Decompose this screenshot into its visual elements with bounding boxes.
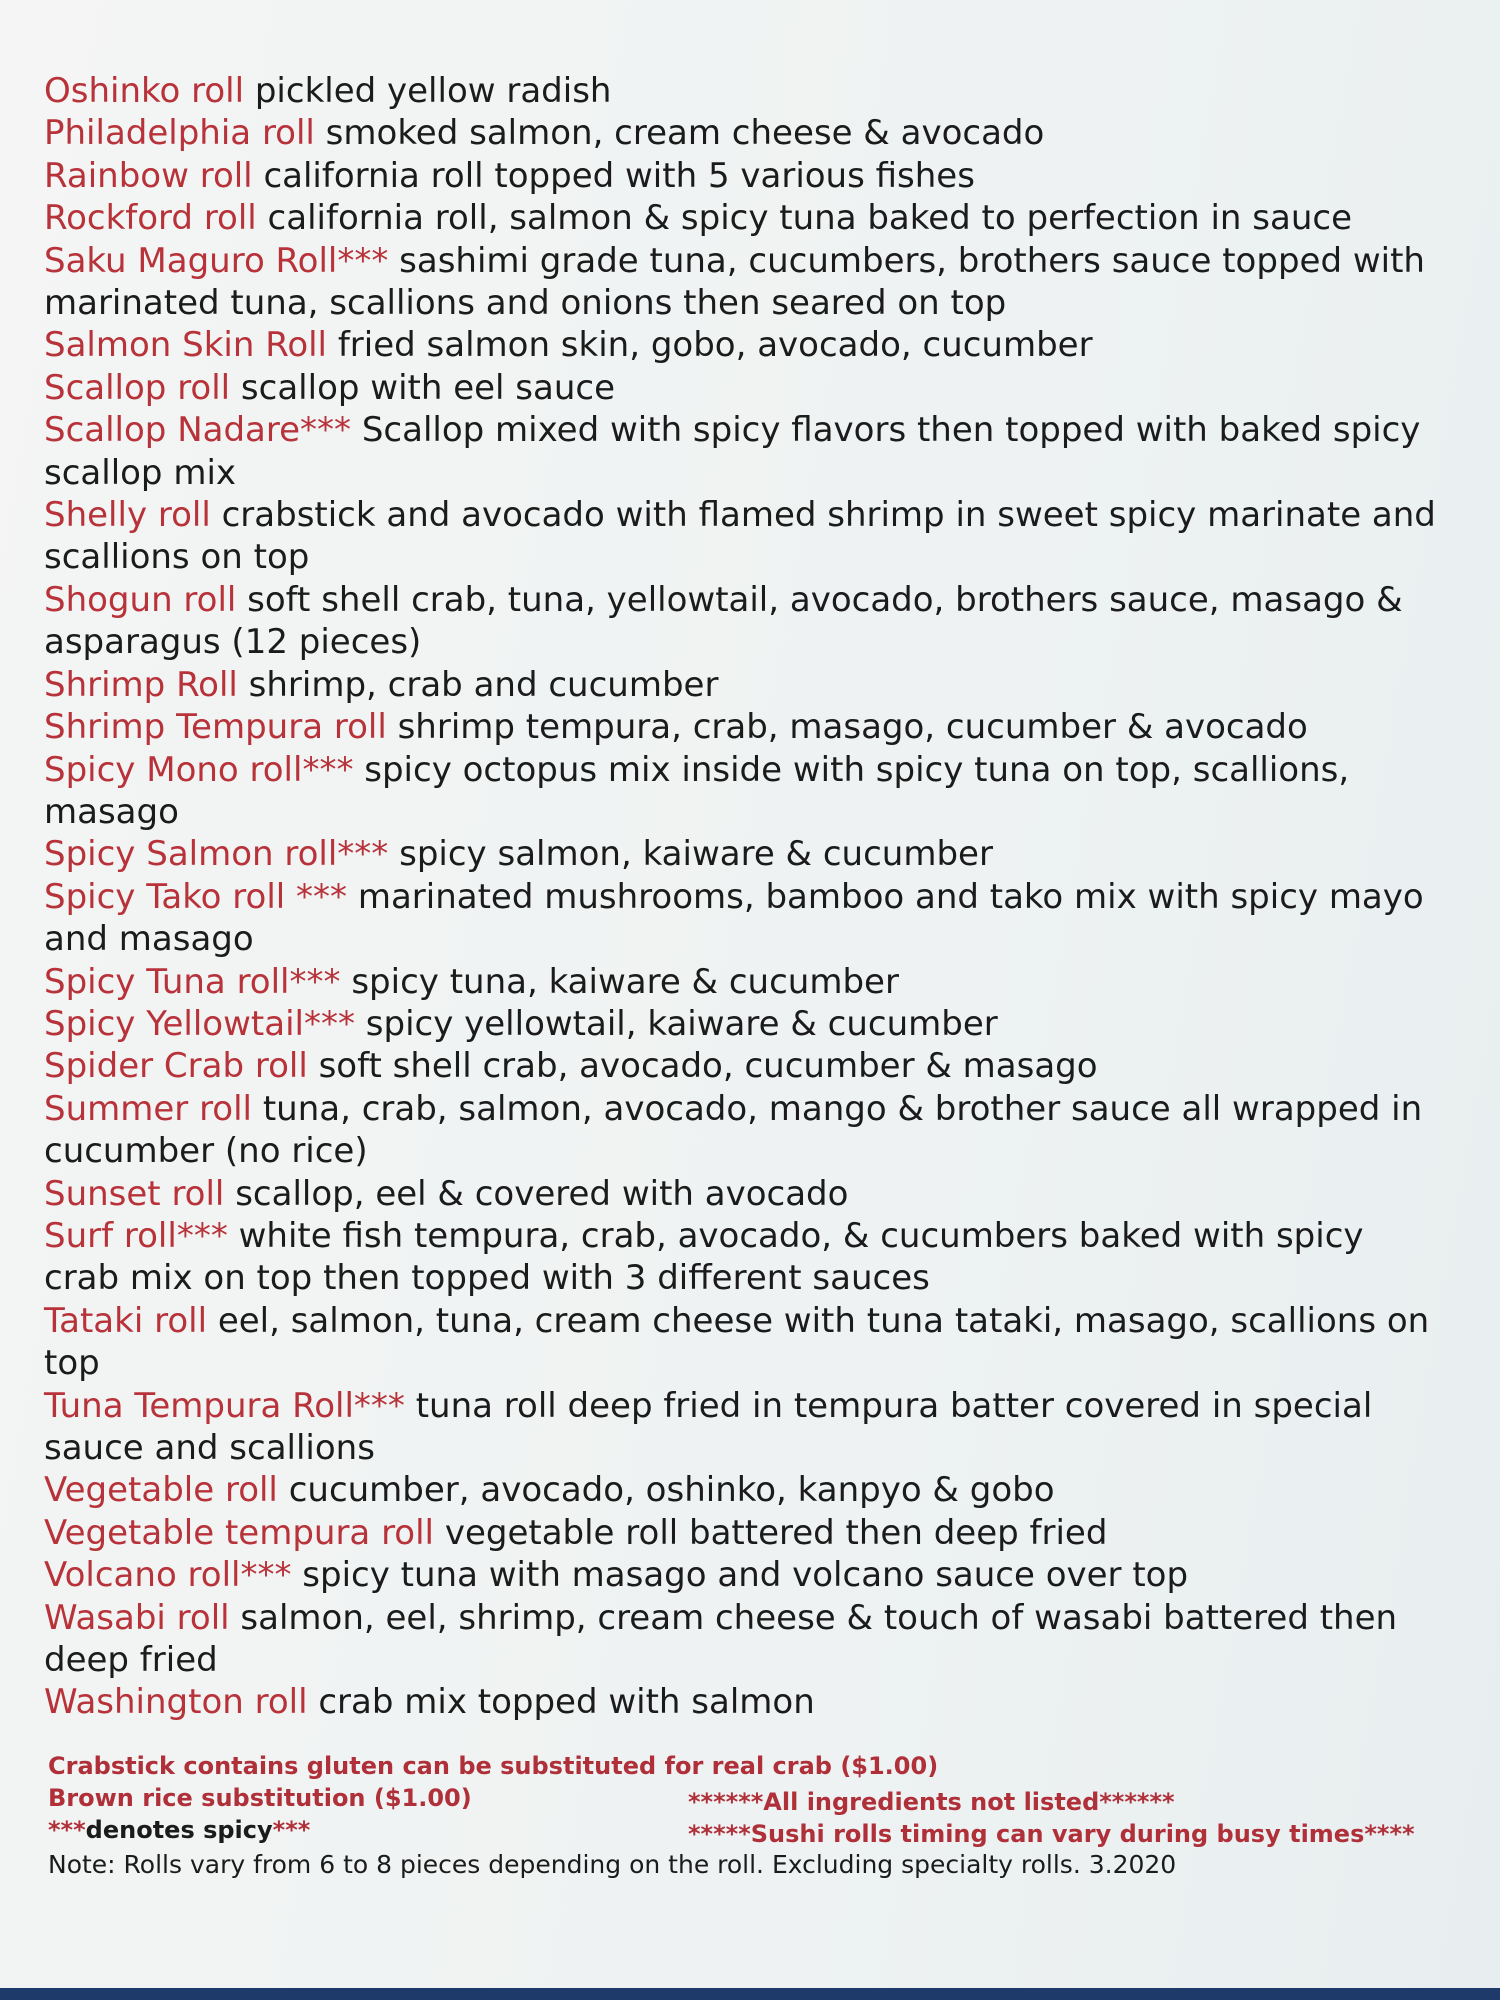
menu-item-name: Summer roll	[44, 1088, 253, 1129]
bottom-edge-strip	[0, 1988, 1500, 2000]
menu-item-description: spicy tuna with masago and volcano sauce over top	[291, 1555, 1189, 1596]
menu-item-name: Spicy Mono roll***	[44, 749, 354, 790]
menu-item	[44, 833, 1444, 875]
menu-item-name: Sunset roll	[44, 1173, 225, 1214]
menu-item-name: Spicy Salmon roll***	[44, 834, 389, 875]
crabstick-note: Crabstick contains gluten can be substituted for real crab ($1.00)	[48, 1752, 939, 1780]
menu-item-description: salmon, eel, shrimp, cream cheese & touch of wasabi battered then deep fried	[44, 1597, 1398, 1681]
ingredients-note: ******All ingredients not listed******	[688, 1788, 1175, 1816]
menu-item-name: Tataki roll	[44, 1300, 208, 1341]
menu-item-name: Wasabi roll	[44, 1597, 230, 1638]
menu-item	[44, 579, 1444, 664]
menu-item	[44, 70, 1444, 112]
pieces-note: Note: Rolls vary from 6 to 8 pieces depending on the roll. Excluding specialty rolls. 3.2020	[48, 1850, 1177, 1879]
roll-menu-list	[44, 70, 1444, 1724]
menu-item-description: california roll topped with 5 various fishes	[252, 155, 975, 196]
menu-item	[44, 1003, 1444, 1045]
menu-item	[44, 1469, 1444, 1511]
menu-item	[44, 1681, 1444, 1723]
menu-item-description: shrimp tempura, crab, masago, cucumber & avocado	[386, 707, 1308, 748]
menu-item-description: marinated mushrooms, bamboo and tako mix with spicy mayo and masago	[44, 876, 1424, 960]
menu-item-name: Shelly roll	[44, 495, 211, 536]
menu-item-description: tuna, crab, salmon, avocado, mango & brother sauce all wrapped in cucumber (no rice)	[44, 1088, 1423, 1172]
menu-item-description: fried salmon skin, gobo, avocado, cucumber	[327, 325, 1093, 366]
menu-item	[44, 1300, 1444, 1385]
menu-item-description: spicy salmon, kaiware & cucumber	[388, 834, 993, 875]
menu-item-name: Oshinko roll	[44, 71, 245, 111]
menu-item-name: Salmon Skin Roll	[44, 325, 328, 366]
menu-item-description: spicy tuna, kaiware & cucumber	[340, 961, 899, 1002]
menu-item	[44, 749, 1444, 834]
menu-item	[44, 1597, 1444, 1682]
menu-item	[44, 494, 1444, 579]
menu-item-name: Tuna Tempura Roll***	[44, 1385, 405, 1426]
footnote-row-crabstick	[48, 1752, 1428, 1784]
menu-item-name: Surf roll***	[44, 1215, 228, 1256]
menu-item-description: scallop with eel sauce	[230, 367, 615, 408]
menu-item-description: shrimp, crab and cucumber	[237, 664, 719, 705]
menu-item-description: soft shell crab, tuna, yellowtail, avocado, brothers sauce, masago & asparagus (12 pieces)	[44, 579, 1403, 663]
menu-item-name: Shrimp Tempura roll	[44, 707, 387, 748]
menu-item-name: Vegetable roll	[44, 1470, 278, 1511]
menu-item-description: scallop, eel & covered with avocado	[224, 1173, 849, 1214]
menu-item	[44, 112, 1444, 154]
menu-item-name: Spider Crab roll	[44, 1046, 308, 1087]
menu-item	[44, 1173, 1444, 1215]
menu-item-name: Spicy Tuna roll***	[44, 961, 341, 1002]
brown-rice-note: Brown rice substitution ($1.00)	[48, 1784, 472, 1812]
menu-item-name: Philadelphia roll	[44, 113, 315, 154]
menu-item-name: Shogun roll	[44, 579, 237, 620]
menu-item-description: vegetable roll battered then deep fried	[434, 1512, 1108, 1553]
menu-item	[44, 324, 1444, 366]
menu-item-name: Volcano roll***	[44, 1555, 292, 1596]
menu-item	[44, 197, 1444, 239]
spicy-legend-suffix: ***	[272, 1816, 311, 1844]
menu-item	[44, 367, 1444, 409]
menu-item-name: Vegetable tempura roll	[44, 1512, 435, 1553]
menu-item	[44, 1215, 1444, 1300]
menu-item-description: Scallop mixed with spicy flavors then topped with baked spicy scallop mix	[44, 410, 1421, 493]
menu-item-description: crab mix topped with salmon	[307, 1682, 815, 1723]
menu-item-name: Rainbow roll	[44, 155, 253, 196]
menu-item-description: spicy yellowtail, kaiware & cucumber	[354, 1003, 998, 1044]
spicy-legend	[48, 1816, 310, 1844]
menu-item-description: sashimi grade tuna, cucumbers, brothers sauce topped with marinated tuna, scallions and onions then seared on top	[44, 240, 1425, 324]
footnote-row-brown-rice	[48, 1784, 1428, 1816]
menu-item-description: eel, salmon, tuna, cream cheese with tuna tataki, masago, scallions on top	[44, 1300, 1430, 1384]
menu-item	[44, 409, 1444, 494]
menu-item-description: crabstick and avocado with flamed shrimp in sweet spicy marinate and scallions on top	[44, 495, 1436, 578]
menu-item-name: Saku Maguro Roll***	[44, 240, 389, 281]
timing-note: *****Sushi rolls timing can vary during busy times****	[688, 1820, 1415, 1848]
menu-item	[44, 706, 1444, 748]
spicy-legend-prefix: ***	[48, 1816, 86, 1844]
menu-item-name: Washington roll	[44, 1682, 308, 1723]
menu-item	[44, 1088, 1444, 1173]
menu-item-description: smoked salmon, cream cheese & avocado	[314, 113, 1045, 154]
menu-item-name: Spicy Yellowtail***	[44, 1003, 355, 1044]
menu-item-description: spicy octopus mix inside with spicy tuna on top, scallions, masago	[44, 749, 1350, 832]
menu-item-name: Rockford roll	[44, 198, 257, 239]
menu-item-name: Shrimp Roll	[44, 664, 238, 705]
footnote-row-spicy	[48, 1816, 1428, 1848]
menu-item	[44, 876, 1444, 961]
menu-item	[44, 240, 1444, 325]
menu-item-name: Spicy Tako roll ***	[44, 876, 348, 917]
menu-item-description: white fish tempura, crab, avocado, & cucumbers baked with spicy crab mix on top then topped with 3 different sauces	[44, 1215, 1364, 1299]
menu-item-name: Scallop Nadare***	[44, 410, 352, 451]
menu-item	[44, 961, 1444, 1003]
menu-item-description: tuna roll deep fried in tempura batter covered in special sauce and scallions	[44, 1385, 1373, 1468]
spicy-legend-text: denotes spicy	[85, 1816, 273, 1844]
menu-item-description: california roll, salmon & spicy tuna baked to perfection in sauce	[256, 198, 1352, 239]
menu-item-description: soft shell crab, avocado, cucumber & masago	[307, 1046, 1098, 1087]
menu-item	[44, 155, 1444, 197]
menu-item	[44, 1045, 1444, 1087]
menu-item	[44, 1554, 1444, 1596]
menu-item	[44, 1512, 1444, 1554]
menu-item-description: pickled yellow radish	[244, 71, 612, 111]
menu-item-name: Scallop roll	[44, 367, 231, 408]
menu-item-description: cucumber, avocado, oshinko, kanpyo & gobo	[277, 1470, 1055, 1511]
menu-footnotes	[48, 1752, 1428, 1879]
menu-item	[44, 664, 1444, 706]
menu-item	[44, 1385, 1444, 1470]
